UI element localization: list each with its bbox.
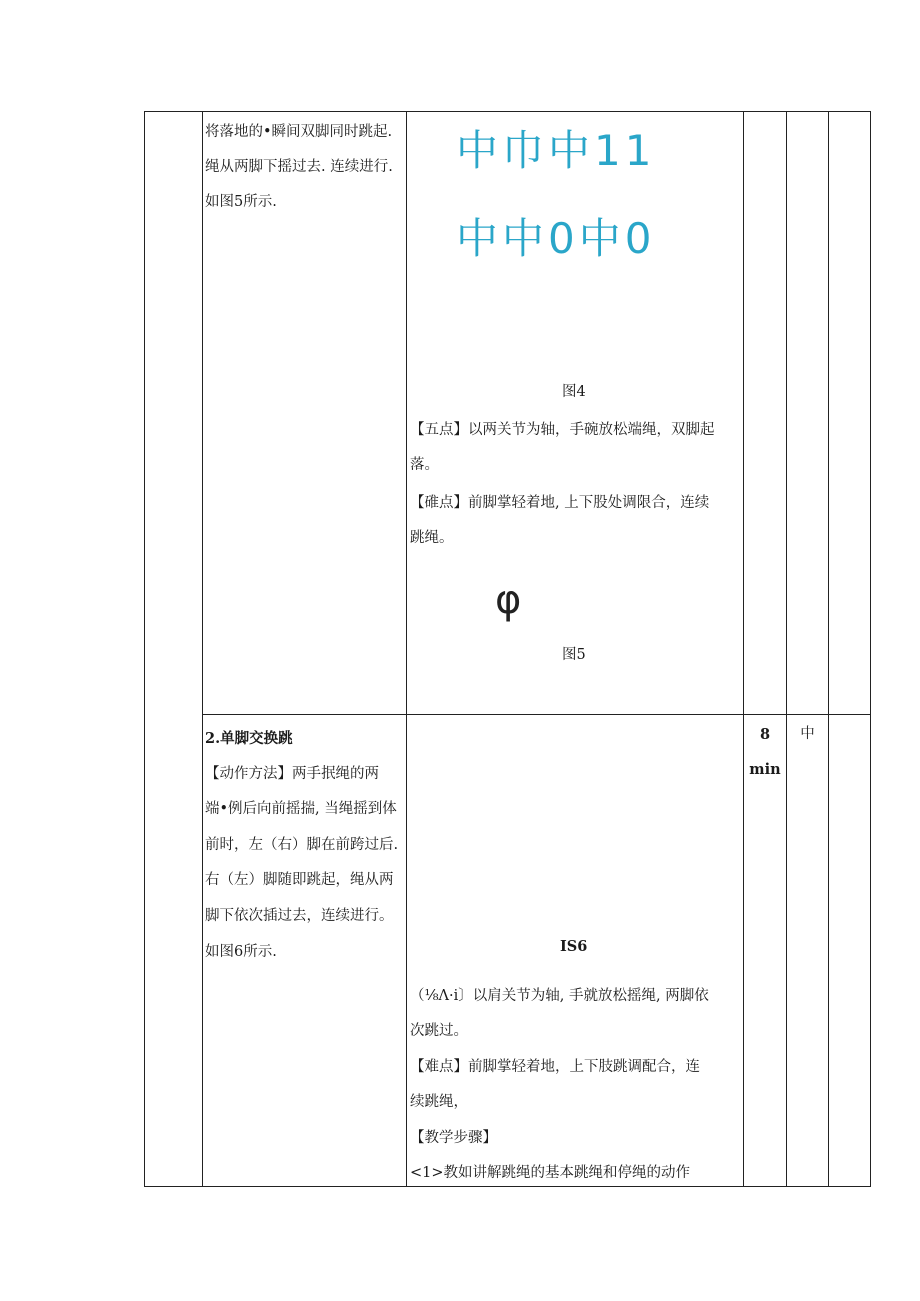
row2-left-line-1: 【动作方法】两手抿绳的两 xyxy=(205,766,379,782)
row2-left-line-4: 右（左）脚随即跳起，绳从两 xyxy=(205,872,394,888)
figure6-caption: IS6 xyxy=(560,938,588,955)
figure5-symbol: φ xyxy=(495,577,522,623)
table-row-divider xyxy=(202,714,871,715)
figure4-line-2: 中中0中0 xyxy=(456,214,656,263)
table-divider-col3 xyxy=(743,111,744,1186)
row2-step-1: <1>教如讲解跳绳的基本跳绳和停绳的动作 xyxy=(410,1165,691,1181)
row1-left-line-1: 将落地的•瞬间双脚同时跳起. xyxy=(205,124,393,140)
row2-key-point-line-1: （⅛Λ·i〕以肩关节为轴, 手就放松摇绳, 两脚依 xyxy=(410,988,709,1004)
row2-left-line-6: 如图6所示. xyxy=(205,944,277,960)
row2-difficulty-line-1: 【难点】前脚掌轻着地，上下肢跳调配合，连 xyxy=(410,1059,700,1075)
row1-left-line-3: 如图5所示. xyxy=(205,194,277,210)
table-border-left xyxy=(144,111,145,1186)
table-divider-col2 xyxy=(406,111,407,1186)
table-divider-col5 xyxy=(828,111,829,1186)
figure4-caption: 图4 xyxy=(562,384,586,400)
row2-title: 2.单脚交换跳 xyxy=(205,730,293,747)
row1-key-point-line-2: 落。 xyxy=(410,457,439,473)
figure4-line-1: 中巾中11 xyxy=(456,126,656,175)
row1-left-line-2: 绳从两脚下摇过去. 连续进行. xyxy=(205,159,393,175)
row1-key-point-line-1: 【五点】以两关节为轴，手碗放松端绳，双脚起 xyxy=(410,422,715,438)
row2-time-value: 8 xyxy=(759,726,771,743)
row2-left-line-2: 端•例后向前摇揣, 当绳摇到体 xyxy=(205,801,397,817)
row2-intensity: 中 xyxy=(800,726,815,742)
table-divider-col1 xyxy=(202,111,203,1186)
table-divider-col4 xyxy=(786,111,787,1186)
row2-key-point-line-2: 次跳过。 xyxy=(410,1023,468,1039)
row2-left-line-3: 前时，左（右）脚在前跨过后. xyxy=(205,837,399,853)
row1-difficulty-line-2: 跳绳。 xyxy=(410,530,454,546)
row2-left-line-5: 脚下依次插过去，连续进行。 xyxy=(205,908,394,924)
row2-time-unit: min xyxy=(749,761,781,778)
row1-difficulty-line-1: 【碓点】前脚掌轻着地, 上下股处调限合，连续 xyxy=(410,495,710,511)
figure5-caption: 图5 xyxy=(562,647,586,663)
row2-difficulty-line-2: 续跳绳， xyxy=(410,1094,468,1110)
row2-steps-heading: 【教学步骤】 xyxy=(410,1130,497,1146)
table-border-top xyxy=(144,111,871,112)
table-border-right xyxy=(870,111,871,1186)
